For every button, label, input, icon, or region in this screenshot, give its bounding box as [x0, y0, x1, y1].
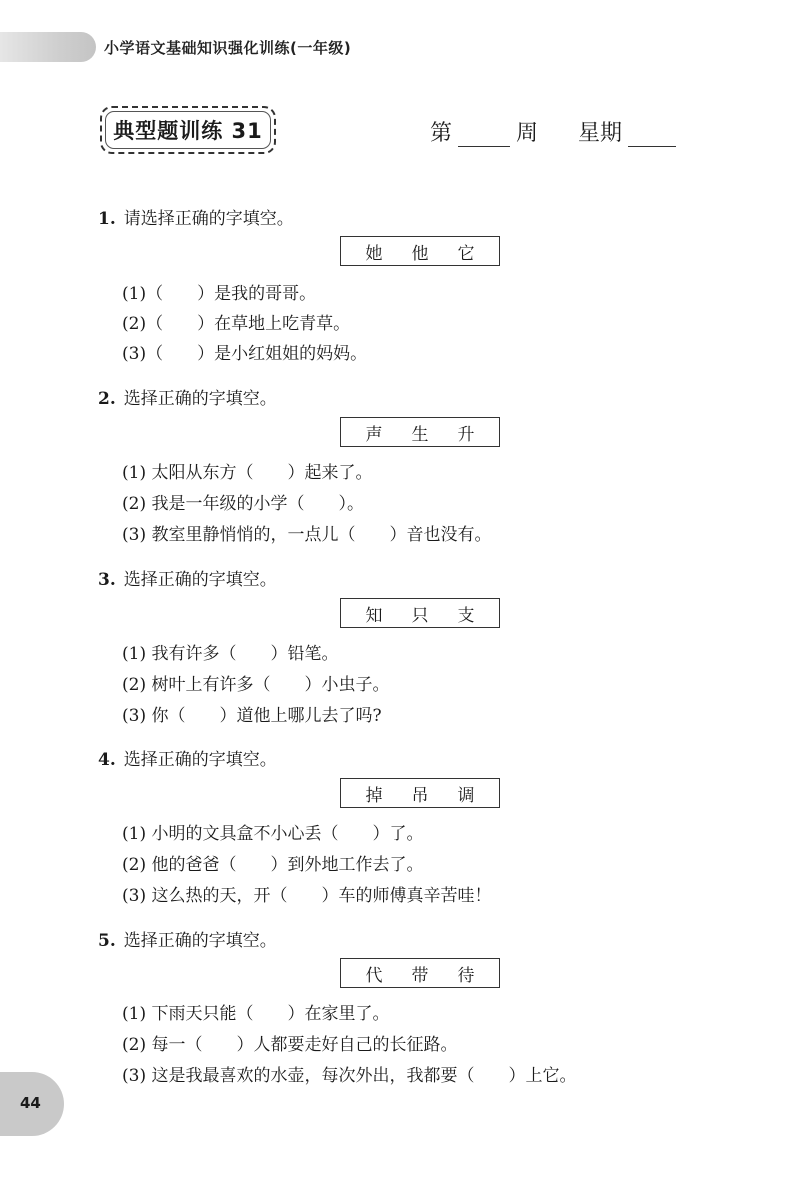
- question-3-choice-box: [340, 598, 500, 628]
- question-2-title: [98, 384, 277, 409]
- header-band: [0, 32, 96, 62]
- question-3-item-1: (1) 我有许多（ ）铅笔。: [122, 644, 339, 664]
- week-line: [430, 116, 682, 147]
- question-5-choice-box: [340, 958, 500, 988]
- week-prefix: 第: [430, 121, 453, 146]
- choice-char: 声: [365, 424, 383, 445]
- weekday-blank[interactable]: [628, 120, 676, 147]
- choice-char: 代: [365, 965, 383, 986]
- choice-char: 升: [457, 424, 475, 445]
- question-prompt: 选择正确的字填空。: [123, 570, 277, 590]
- question-prompt: 选择正确的字填空。: [123, 750, 277, 770]
- choice-char: 它: [457, 243, 475, 264]
- question-number: 2.: [98, 389, 116, 409]
- question-number: 1.: [98, 209, 116, 229]
- choice-char: 知: [365, 605, 383, 626]
- week-suffix: 周: [516, 121, 539, 146]
- choice-char: 带: [411, 965, 429, 986]
- question-1-item-3: (3)（ ）是小红姐姐的妈妈。: [122, 344, 368, 364]
- choice-char: 只: [411, 605, 429, 626]
- question-prompt: 请选择正确的字填空。: [123, 209, 294, 229]
- question-4-title: [98, 745, 277, 770]
- section-title: 典型题训练 31: [113, 119, 263, 143]
- question-2-item-1: (1) 太阳从东方（ ）起来了。: [122, 463, 373, 483]
- choice-char: 吊: [411, 785, 429, 806]
- question-3-item-2: (2) 树叶上有许多（ ）小虫子。: [122, 675, 390, 695]
- question-2-choice-box: [340, 417, 500, 447]
- book-title: 小学语文基础知识强化训练(一年级): [104, 39, 352, 57]
- question-number: 5.: [98, 931, 116, 951]
- choice-char: 待: [457, 965, 475, 986]
- section-title-box: [100, 106, 276, 154]
- question-prompt: 选择正确的字填空。: [123, 389, 277, 409]
- question-1-item-1: (1)（ ）是我的哥哥。: [122, 284, 317, 304]
- choice-char: 调: [457, 785, 475, 806]
- page-number: 44: [20, 1094, 41, 1112]
- question-4-choice-box: [340, 778, 500, 808]
- question-1-title: [98, 204, 294, 229]
- question-4-item-2: (2) 他的爸爸（ ）到外地工作去了。: [122, 855, 424, 875]
- question-3-title: [98, 565, 277, 590]
- question-number: 4.: [98, 750, 116, 770]
- question-4-item-1: (1) 小明的文具盒不小心丢（ ）了。: [122, 824, 424, 844]
- choice-char: 他: [411, 243, 429, 264]
- question-5-item-1: (1) 下雨天只能（ ）在家里了。: [122, 1004, 390, 1024]
- question-5-item-2: (2) 每一（ ）人都要走好自己的长征路。: [122, 1035, 458, 1055]
- week-number-blank[interactable]: [458, 120, 510, 147]
- question-3-item-3: (3) 你（ ）道他上哪儿去了吗?: [122, 706, 382, 726]
- choice-char: 掉: [365, 785, 383, 806]
- question-2-item-3: (3) 教室里静悄悄的，一点儿（ ）音也没有。: [122, 525, 492, 545]
- choice-char: 支: [457, 605, 475, 626]
- question-number: 3.: [98, 570, 116, 590]
- choice-char: 她: [365, 243, 383, 264]
- question-2-item-2: (2) 我是一年级的小学（ ）。: [122, 494, 364, 514]
- choice-char: 生: [411, 424, 429, 445]
- question-1-item-2: (2)（ ）在草地上吃青草。: [122, 314, 351, 334]
- question-1-choice-box: [340, 236, 500, 266]
- question-4-item-3: (3) 这么热的天，开（ ）车的师傅真辛苦哇！: [122, 886, 492, 906]
- question-5-title: [98, 926, 277, 951]
- question-5-item-3: (3) 这是我最喜欢的水壶，每次外出，我都要（ ）上它。: [122, 1066, 577, 1086]
- question-prompt: 选择正确的字填空。: [123, 931, 277, 951]
- weekday-label: 星期: [578, 121, 623, 146]
